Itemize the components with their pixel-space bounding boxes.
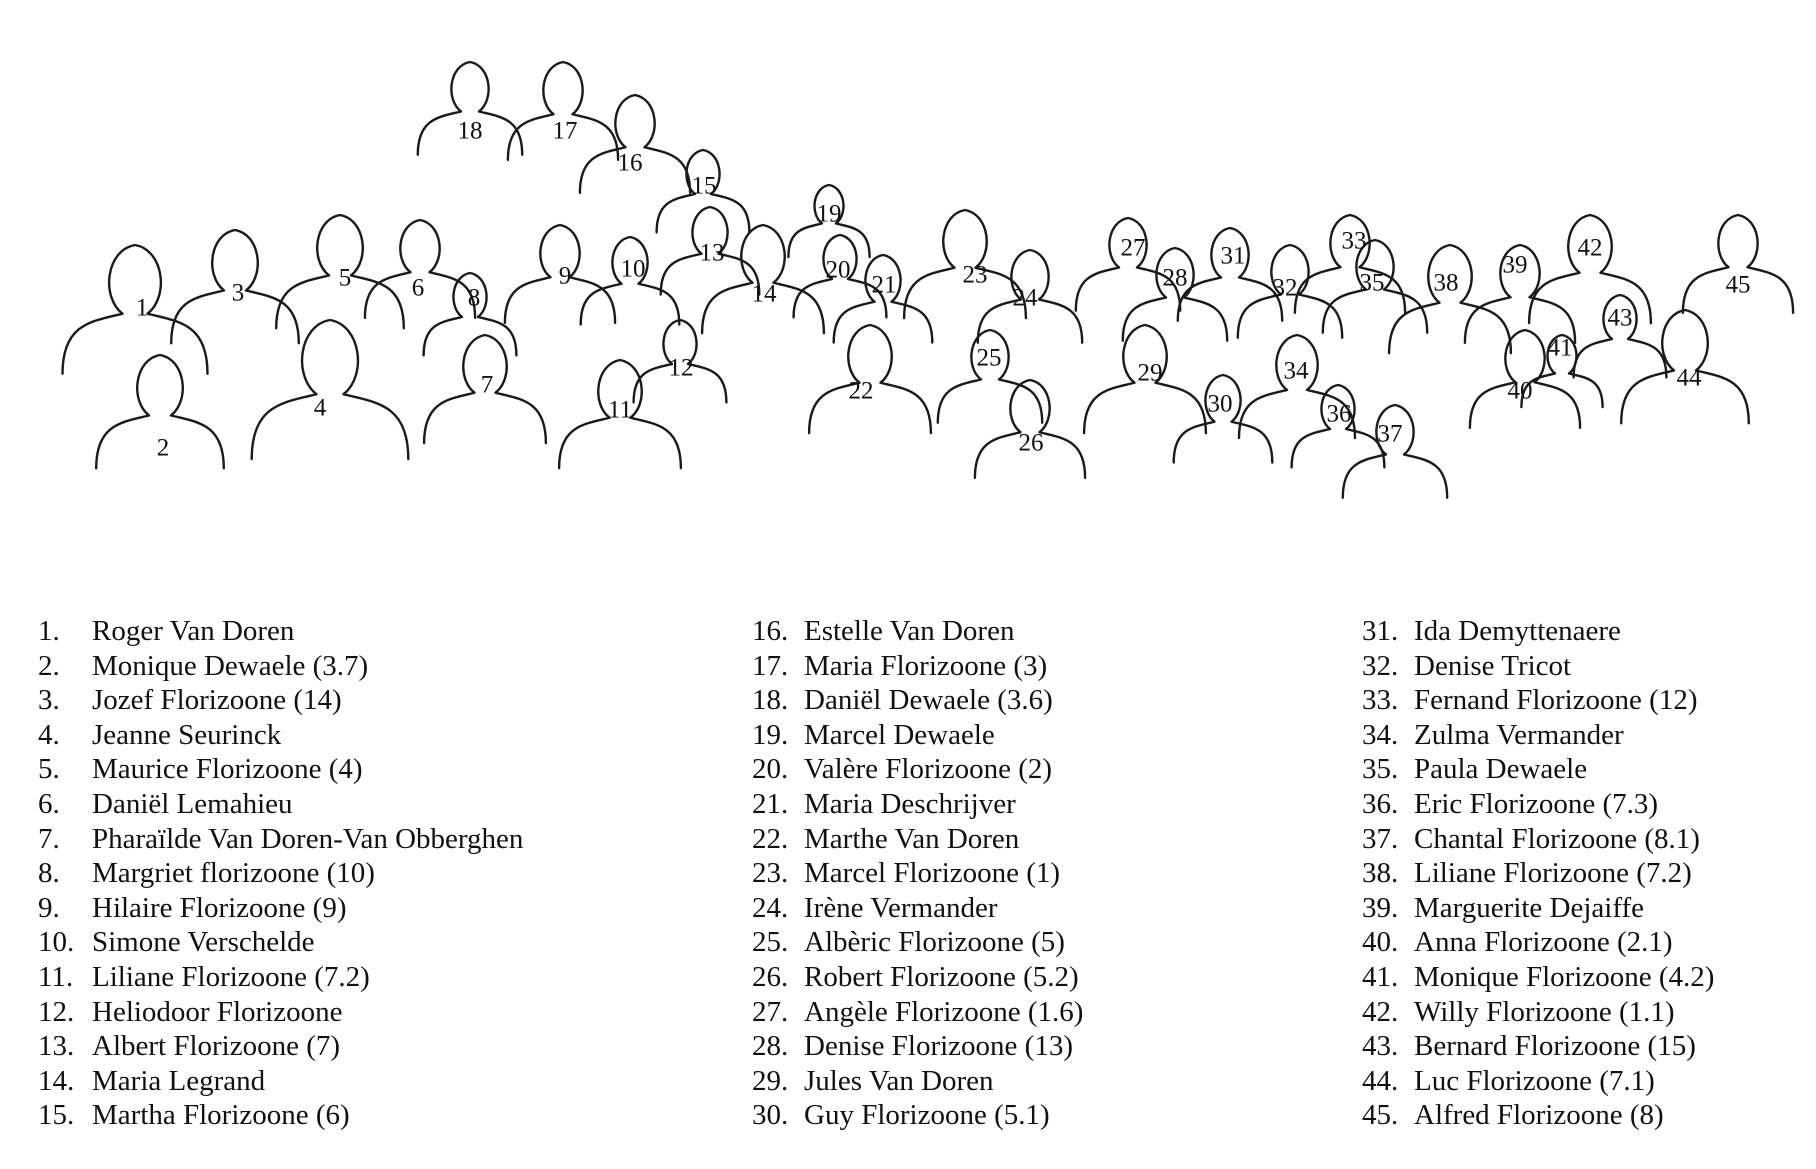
legend-column-3: [1362, 614, 1714, 1133]
person-number-label: 26: [1018, 429, 1044, 457]
person-number-label: 29: [1137, 359, 1163, 387]
person-number-label: 30: [1207, 390, 1233, 418]
legend-entry: 24. Irène Vermander: [752, 891, 998, 924]
legend-entry: 35. Paula Dewaele: [1362, 753, 1588, 786]
person-number-label: 22: [848, 377, 874, 405]
legend-entry: 11. Liliane Florizoone (7.2): [38, 960, 370, 993]
person-silhouette: [508, 62, 618, 160]
person-silhouette: [252, 320, 409, 459]
person-number-label: 27: [1120, 234, 1146, 262]
group-photo-silhouette-diagram: [0, 0, 1816, 560]
legend-entry: 45. Alfred Florizoone (8): [1362, 1099, 1664, 1132]
person-number-label: 39: [1502, 251, 1528, 279]
person-number-label: 19: [816, 200, 842, 228]
legend-entry: 14. Maria Legrand: [38, 1064, 266, 1097]
person-number-label: 45: [1725, 271, 1751, 299]
person-number-label: 8: [467, 284, 481, 312]
person-number-label: 2: [156, 434, 170, 462]
person-silhouette: [580, 95, 690, 193]
legend-entry: 33. Fernand Florizoone (12): [1362, 684, 1698, 717]
person-number-label: 5: [338, 264, 352, 292]
person-number-label: 32: [1272, 274, 1298, 302]
person-number-label: 9: [558, 262, 572, 290]
legend-entry: 25. Albèric Florizoone (5): [752, 926, 1065, 959]
legend-entry: 23. Marcel Florizoone (1): [752, 857, 1061, 890]
person-number-label: 1: [135, 294, 149, 322]
legend-entry: 2. Monique Dewaele (3.7): [38, 649, 369, 682]
legend-entry: 22. Marthe Van Doren: [752, 822, 1020, 855]
person-number-label: 11: [607, 396, 633, 424]
person-number-label: 7: [480, 371, 494, 399]
legend-entry: 6. Daniël Lemahieu: [38, 787, 293, 820]
legend-entry: 5. Maurice Florizoone (4): [38, 753, 363, 786]
legend-entry: 30. Guy Florizoone (5.1): [752, 1099, 1050, 1132]
legend-entry: 21. Maria Deschrijver: [752, 787, 1016, 820]
legend-entry: 32. Denise Tricot: [1362, 649, 1572, 682]
person-number-label: 34: [1283, 357, 1309, 385]
person-silhouette: [365, 220, 475, 318]
legend-entry: 26. Robert Florizoone (5.2): [752, 960, 1079, 993]
person-number-label: 38: [1433, 269, 1459, 297]
person-number-label: 6: [411, 274, 425, 302]
legend-entry: 16. Estelle Van Doren: [752, 615, 1015, 647]
legend-entry: 12. Heliodoor Florizoone: [38, 995, 343, 1028]
person-number-label: 13: [699, 239, 725, 267]
person-number-label: 35: [1359, 269, 1385, 297]
person-silhouette: [1389, 245, 1511, 353]
legend-entry: 15. Martha Florizoone (6): [38, 1099, 350, 1132]
legend-entry: 7. Pharaïlde Van Doren-Van Obberghen: [38, 822, 524, 855]
legend-entry: 20. Valère Florizoone (2): [752, 753, 1053, 786]
person-number-label: 43: [1607, 304, 1633, 332]
legend-entry: 37. Chantal Florizoone (8.1): [1362, 822, 1700, 855]
legend-entry: 8. Margriet florizoone (10): [38, 857, 375, 890]
person-number-label: 42: [1577, 234, 1603, 262]
person-number-label: 40: [1507, 377, 1533, 405]
legend-entry: 1. Roger Van Doren: [38, 615, 295, 647]
person-number-label: 33: [1341, 227, 1367, 255]
legend-entry: 29. Jules Van Doren: [752, 1064, 994, 1097]
legend-entry: 9. Hilaire Florizoone (9): [38, 891, 347, 924]
legend-entry: 17. Maria Florizoone (3): [752, 649, 1048, 682]
legend-column-2: [752, 614, 1083, 1133]
person-number-label: 14: [751, 280, 777, 308]
person-number-label: 15: [691, 172, 717, 200]
person-silhouette: [1174, 375, 1273, 463]
person-number-label: 4: [313, 394, 327, 422]
person-number-label: 3: [231, 279, 245, 307]
legend-column-1: [38, 614, 523, 1133]
legend-entry: 38. Liliane Florizoone (7.2): [1362, 857, 1692, 890]
legend-entry: 31. Ida Demyttenaere: [1362, 615, 1621, 647]
legend-entry: 4. Jeanne Seurinck: [38, 718, 282, 751]
legend-entry: 36. Eric Florizoone (7.3): [1362, 787, 1659, 820]
person-number-label: 24: [1012, 284, 1038, 312]
person-number-label: 12: [668, 354, 694, 382]
legend-entry: 28. Denise Florizoone (13): [752, 1030, 1073, 1063]
person-number-label: 41: [1547, 334, 1573, 362]
legend-entry: 13. Albert Florizoone (7): [38, 1030, 341, 1063]
legend-entry: 19. Marcel Dewaele: [752, 718, 995, 751]
person-silhouette: [1343, 405, 1447, 498]
legend-entry: 43. Bernard Florizoone (15): [1362, 1030, 1696, 1063]
person-silhouette: [1529, 215, 1651, 323]
legend-entry: 18. Daniël Dewaele (3.6): [752, 684, 1053, 717]
person-number-label: 10: [620, 255, 646, 283]
legend-entry: 40. Anna Florizoone (2.1): [1362, 926, 1673, 959]
person-number-label: 23: [962, 261, 988, 289]
person-number-label: 36: [1326, 400, 1352, 428]
person-number-label: 28: [1162, 264, 1188, 292]
person-number-label: 16: [617, 149, 643, 177]
person-number-label: 37: [1377, 420, 1403, 448]
legend-entry: 44. Luc Florizoone (7.1): [1362, 1064, 1655, 1097]
legend-entry: 39. Marguerite Dejaiffe: [1362, 891, 1645, 924]
person-number-label: 21: [871, 271, 897, 299]
person-number-label: 18: [457, 117, 483, 145]
legend-entry: 27. Angèle Florizoone (1.6): [752, 995, 1084, 1028]
legend-entry: 42. Willy Florizoone (1.1): [1362, 995, 1675, 1028]
legend-entry: 3. Jozef Florizoone (14): [38, 684, 342, 717]
legend-entry: 34. Zulma Vermander: [1362, 718, 1624, 751]
person-number-label: 44: [1676, 364, 1702, 392]
person-number-label: 25: [976, 344, 1002, 372]
legend-entry: 41. Monique Florizoone (4.2): [1362, 960, 1715, 993]
person-number-label: 31: [1220, 242, 1246, 270]
person-number-label: 17: [552, 117, 578, 145]
person-number-label: 20: [825, 256, 851, 284]
legend-entry: 10. Simone Verschelde: [38, 926, 315, 959]
